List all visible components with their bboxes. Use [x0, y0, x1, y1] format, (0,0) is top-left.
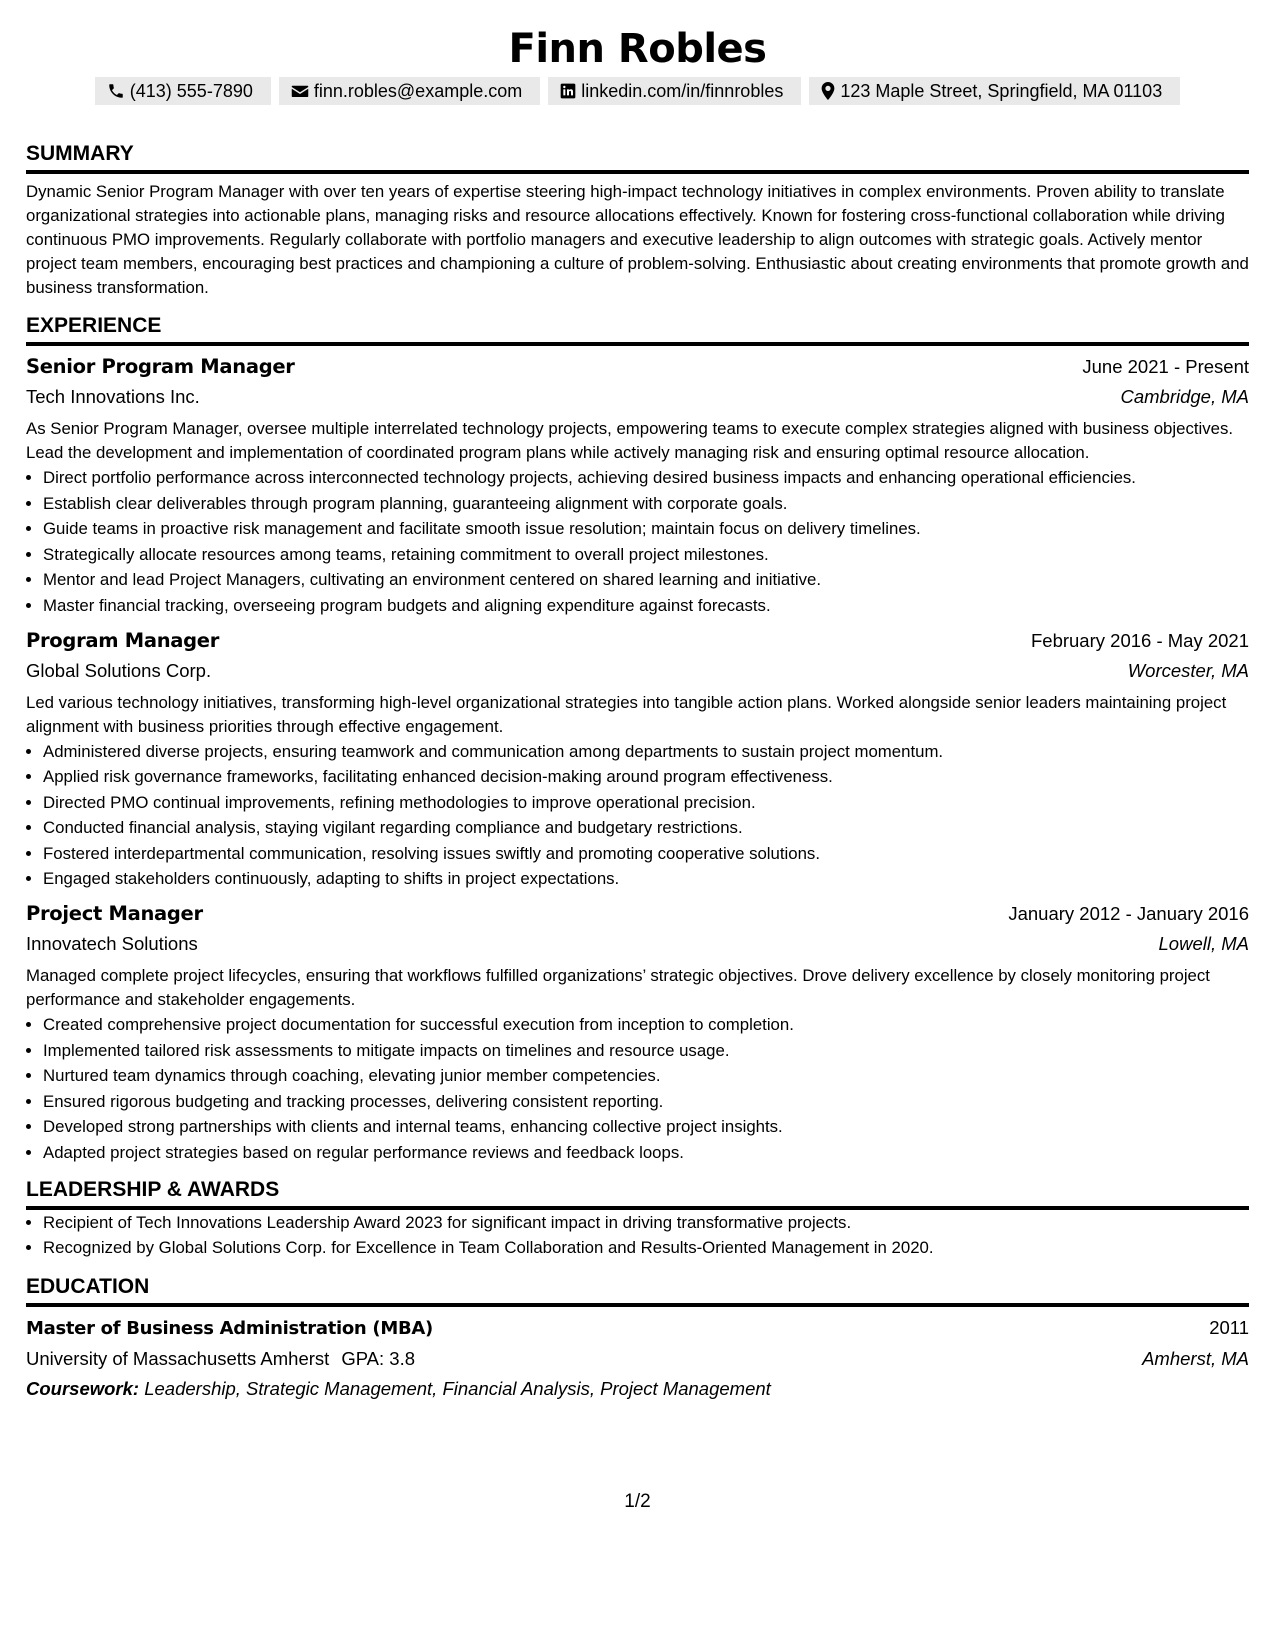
job-dates: February 2016 - May 2021 — [1030, 629, 1249, 651]
job-entry-senior-program-manager — [26, 352, 1249, 618]
list-item: • Developed strong partnerships with clients and internal teams, enhancing collective project insights. — [43, 1115, 1249, 1139]
job-bullets — [26, 1013, 1249, 1165]
list-item: • Created comprehensive project documentation for successful execution from inception to completion. — [43, 1013, 1249, 1037]
job-location: Lowell, MA — [1158, 933, 1249, 954]
job-dates: January 2012 - January 2016 — [1008, 903, 1249, 924]
list-item: • Conducted financial analysis, staying vigilant regarding compliance and budgetary restrictions. — [43, 816, 1249, 840]
phone-icon — [107, 82, 125, 100]
envelope-icon — [291, 83, 309, 99]
list-item: • Ensured rigorous budgeting and tracking processes, delivering consistent reporting. — [43, 1090, 1249, 1114]
summary-text: Dynamic Senior Program Manager with over ten years of expertise steering high-impact technology initiatives in complex environments. Proven ability to translate organizational strategies into actionable plans, managing risks and resource allocations effectively. Known for fostering cross-functional collaboration while driving continuous PMO improvements. Regularly collaborate with portfolio managers and executive leadership to align outcomes with strategic goals. Actively mentor project team members, encouraging best practices and championing a culture of problem-solving. Enthusiastic about creating environments that promote growth and business transformation. — [26, 182, 1249, 297]
list-item: • Administered diverse projects, ensuring teamwork and communication among departments to sustain project momentum. — [43, 740, 1249, 764]
coursework — [26, 1374, 1249, 1404]
list-item: • Nurtured team dynamics through coaching, elevating junior member competencies. — [43, 1064, 1249, 1088]
job-company: Tech Innovations Inc. — [26, 386, 200, 407]
list-item: • Applied risk governance frameworks, facilitating enhanced decision-making around program effectiveness. — [43, 765, 1249, 789]
job-bullets — [26, 740, 1249, 892]
graduation-year: 2011 — [1209, 1317, 1249, 1338]
job-company: Innovatech Solutions — [26, 933, 198, 954]
contact-bar — [26, 77, 1249, 105]
coursework-text: Leadership, Strategic Management, Financial Analysis, Project Management — [144, 1378, 771, 1399]
linkedin-text: linkedin.com/in/finnrobles — [581, 80, 784, 101]
job-location: Cambridge, MA — [1120, 386, 1249, 407]
education-entry — [26, 1313, 1249, 1404]
job-title: Senior Program Manager — [26, 355, 295, 378]
job-dates: June 2021 - Present — [1082, 356, 1249, 377]
experience-heading: EXPERIENCE — [26, 313, 1249, 346]
list-item: • Recognized by Global Solutions Corp. for Excellence in Team Collaboration and Results-Oriented Management in 2020. — [43, 1236, 1249, 1260]
leadership-list — [26, 1211, 1249, 1261]
school-name: University of Massachusetts Amherst — [26, 1348, 330, 1369]
job-entry-program-manager — [26, 626, 1249, 892]
list-item: • Fostered interdepartmental communication, resolving issues swiftly and promoting cooperative solutions. — [43, 842, 1249, 866]
gpa: GPA: 3.8 — [341, 1348, 416, 1369]
address-text: 123 Maple Street, Springfield, MA 01103 — [840, 80, 1163, 101]
list-item: • Directed PMO continual improvements, refining methodologies to improve operational precision. — [43, 791, 1249, 815]
list-item: • Implemented tailored risk assessments to mitigate impacts on timelines and resource usage. — [43, 1039, 1249, 1063]
list-item: • Adapted project strategies based on regular performance reviews and feedback loops. — [43, 1141, 1249, 1165]
map-marker-icon — [821, 82, 835, 100]
contact-phone[interactable] — [95, 77, 271, 105]
phone-text: (413) 555-7890 — [129, 80, 253, 101]
job-description: As Senior Program Manager, oversee multiple interrelated technology projects, empowering teams to execute complex strategies aligned with business objectives. Lead the development and implementation of coordinated program plans while actively managing risk and ensuring optimal resource allocation. — [26, 419, 1234, 462]
list-item: • Recipient of Tech Innovations Leadership Award 2023 for significant impact in driving transformative projects. — [43, 1211, 1249, 1235]
linkedin-icon — [560, 83, 576, 99]
coursework-label: Coursework: — [26, 1378, 140, 1399]
job-title: Program Manager — [26, 628, 220, 652]
list-item: • Establish clear deliverables through program planning, guaranteeing alignment with corporate goals. — [43, 492, 1249, 516]
job-bullets — [26, 466, 1249, 618]
list-item: • Direct portfolio performance across interconnected technology projects, achieving desired business impacts and enhancing operational efficiencies. — [43, 466, 1249, 490]
contact-email[interactable] — [279, 77, 540, 105]
list-item: • Guide teams in proactive risk management and facilitate smooth issue resolution; maintain focus on delivery timelines. — [43, 517, 1249, 541]
candidate-name: Finn Robles — [508, 26, 767, 72]
job-location: Worcester, MA — [1127, 659, 1249, 681]
job-description: Managed complete project lifecycles, ensuring that workflows fulfilled organizations’ strategic objectives. Drove delivery excellence by closely monitoring project performance and stakeholder engagements. — [26, 966, 1210, 1009]
school-location: Amherst, MA — [1142, 1348, 1249, 1369]
email-text: finn.robles@example.com — [313, 80, 523, 101]
job-description: Led various technology initiatives, transforming high-level organizational strategies into tangible action plans. Worked alongside senior leaders maintaining project alignment with business priorities through effective engagement. — [26, 692, 1227, 736]
contact-linkedin[interactable] — [548, 77, 801, 105]
education-heading: EDUCATION — [26, 1274, 1249, 1307]
job-company: Global Solutions Corp. — [26, 659, 212, 681]
degree-title: Master of Business Administration (MBA) — [26, 1318, 433, 1339]
contact-address[interactable] — [809, 77, 1180, 105]
page-number: 1/2 — [624, 1491, 651, 1512]
list-item: • Strategically allocate resources among teams, retaining commitment to overall project milestones. — [43, 543, 1249, 567]
job-title: Project Manager — [26, 902, 203, 925]
job-entry-project-manager — [26, 899, 1249, 1165]
list-item: • Master financial tracking, overseeing program budgets and aligning expenditure against forecasts. — [43, 594, 1249, 618]
list-item: • Mentor and lead Project Managers, cultivating an environment centered on shared learning and initiative. — [43, 568, 1249, 592]
summary-heading: SUMMARY — [26, 141, 1249, 174]
list-item: • Engaged stakeholders continuously, adapting to shifts in project expectations. — [43, 867, 1249, 891]
leadership-heading: LEADERSHIP & AWARDS — [26, 1177, 1249, 1210]
